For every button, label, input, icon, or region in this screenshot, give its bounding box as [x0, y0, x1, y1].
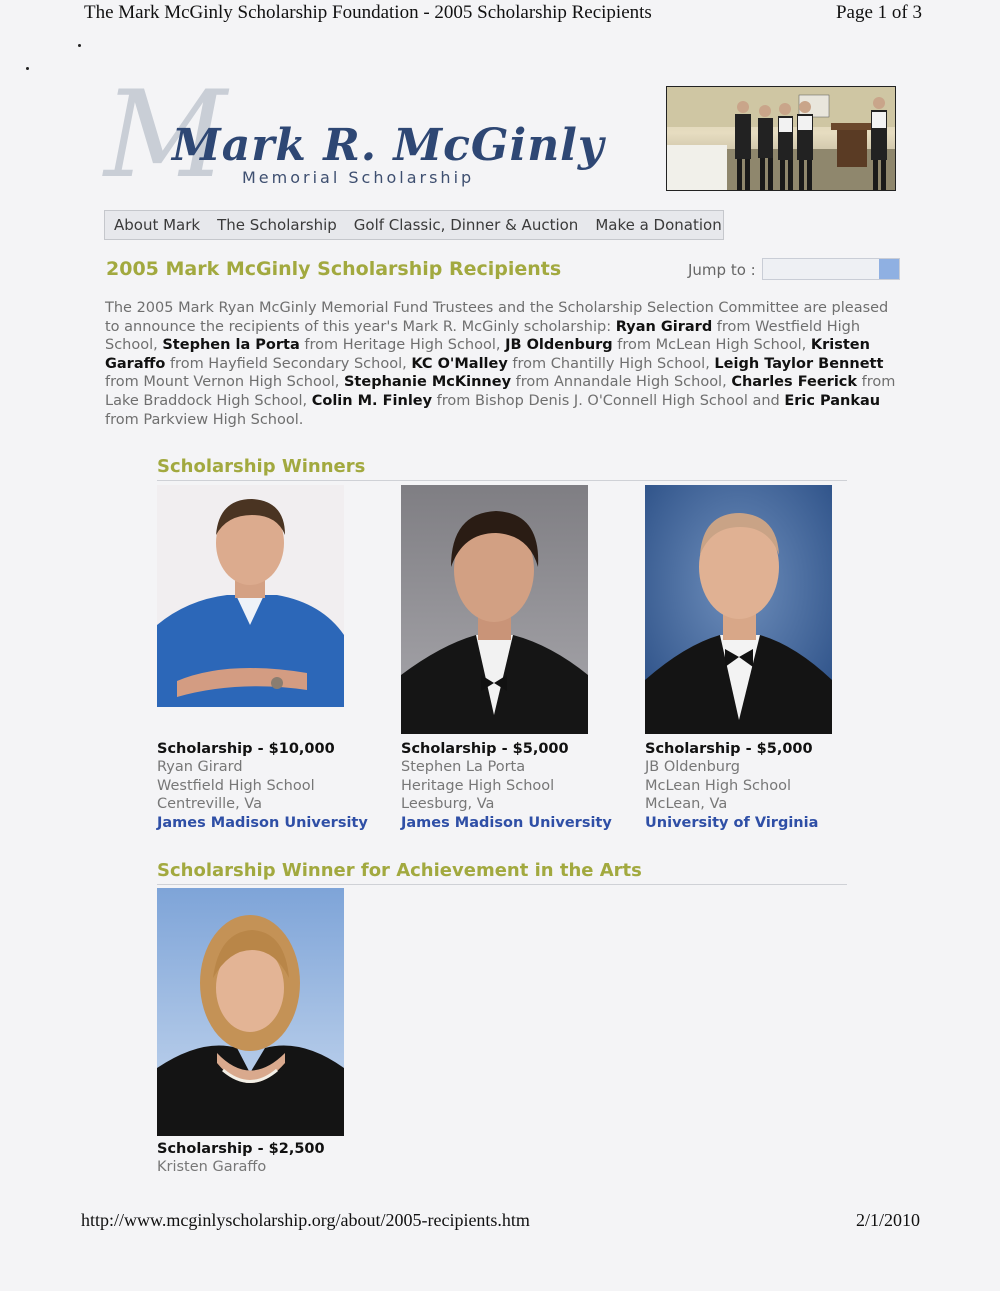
- scholarship-amount: Scholarship - $5,000: [401, 741, 569, 757]
- winner-university-link[interactable]: James Madison University: [157, 814, 368, 831]
- intro-text: from Mount Vernon High School,: [105, 374, 344, 391]
- winner-school: Heritage High School: [401, 777, 555, 794]
- scan-speck: [26, 67, 29, 70]
- intro-text: from Annandale High School,: [511, 374, 732, 391]
- print-footer-url: http://www.mcginlyscholarship.org/about/2005-recipients.htm: [81, 1210, 530, 1230]
- nav-the-scholarship[interactable]: The Scholarship: [217, 216, 337, 234]
- winner-school: McLean High School: [645, 777, 791, 794]
- winner-town: Centreville, Va: [157, 796, 262, 813]
- winner-caption: [401, 740, 621, 832]
- main-nav: [104, 210, 724, 240]
- event-photo: [666, 86, 896, 191]
- logo-name: Mark R. McGinly: [172, 120, 605, 171]
- winner-photo: [401, 485, 588, 738]
- intro-text: The 2005 Mark Ryan McGinly Memorial Fund Trustees and the Scholarship Selection Committee are pleased to announce the recipients of this year's Mark R. McGinly scholarship:: [105, 300, 889, 335]
- winner-university-link[interactable]: James Madison University: [401, 814, 612, 831]
- intro-text: from McLean High School,: [612, 337, 811, 354]
- print-footer-date: 2/1/2010: [855, 1210, 920, 1230]
- recipient-name: Kristen Garaffo: [105, 337, 870, 372]
- intro-text: from Bishop Denis J. O'Connell High School and: [432, 392, 785, 409]
- section-title-winners: Scholarship Winners: [157, 456, 366, 477]
- nav-make-a-donation[interactable]: Make a Donation: [595, 216, 722, 234]
- logo-initial: M: [104, 66, 227, 205]
- winner-name: Stephen La Porta: [401, 759, 526, 776]
- winner-caption: [645, 740, 865, 832]
- winner-name: JB Oldenburg: [645, 759, 740, 776]
- recipient-name: KC O'Malley: [411, 355, 508, 372]
- intro-text: from Chantilly High School,: [507, 355, 715, 372]
- winner-photo: [157, 888, 344, 1140]
- page-title: 2005 Mark McGinly Scholarship Recipients: [106, 258, 562, 280]
- section-title-arts: Scholarship Winner for Achievement in the Arts: [157, 860, 642, 881]
- winner-university-link[interactable]: University of Virginia: [645, 814, 819, 831]
- jump-to-select[interactable]: [762, 258, 900, 280]
- intro-text: from Parkview High School.: [105, 411, 304, 428]
- intro-text: from Lake Braddock High School,: [105, 374, 896, 409]
- recipient-name: JB Oldenburg: [505, 337, 613, 354]
- recipient-name: Stephen la Porta: [162, 337, 300, 354]
- print-header-page-number: Page 1 of 3: [835, 2, 922, 23]
- winner-name: Kristen Garaffo: [157, 1159, 267, 1176]
- nav-about-mark[interactable]: About Mark: [114, 216, 201, 234]
- intro-text: from Westfield High School,: [105, 318, 861, 354]
- intro-text: from Hayfield Secondary School,: [165, 355, 412, 372]
- winner-name: Ryan Girard: [157, 759, 243, 776]
- nav-golf-classic[interactable]: Golf Classic, Dinner & Auction: [353, 216, 579, 234]
- winner-caption: [157, 740, 377, 832]
- print-header-title: The Mark McGinly Scholarship Foundation - 2005 Scholarship Recipients: [84, 2, 652, 23]
- print-footer: [81, 1210, 920, 1234]
- recipient-name: Colin M. Finley: [311, 392, 433, 409]
- intro-paragraph: [105, 299, 905, 429]
- scan-speck: [78, 44, 81, 47]
- winner-school: Westfield High School: [157, 777, 315, 794]
- scholarship-amount: Scholarship - $5,000: [645, 741, 813, 757]
- recipient-name: Eric Pankau: [784, 392, 881, 409]
- dropdown-button[interactable]: [879, 259, 899, 279]
- intro-text: from Heritage High School,: [299, 337, 506, 354]
- section-divider: [157, 480, 847, 481]
- logo-subtitle: Memorial Scholarship: [242, 168, 475, 187]
- winner-town: Leesburg, Va: [401, 796, 495, 813]
- winner-photo: [157, 485, 344, 711]
- recipient-name: Leigh Taylor Bennett: [714, 355, 884, 372]
- site-logo[interactable]: [104, 66, 624, 205]
- print-header: [84, 2, 922, 28]
- scholarship-amount: Scholarship - $10,000: [157, 741, 335, 757]
- winner-photo: [645, 485, 832, 738]
- jump-to-label: Jump to :: [688, 261, 756, 279]
- recipient-name: Charles Feerick: [731, 374, 858, 391]
- scholarship-amount: Scholarship - $2,500: [157, 1141, 325, 1157]
- winner-caption: [157, 1140, 377, 1177]
- winner-town: McLean, Va: [645, 796, 728, 813]
- recipient-name: Ryan Girard: [615, 318, 713, 335]
- recipient-name: Stephanie McKinney: [343, 374, 512, 391]
- section-divider: [157, 884, 847, 885]
